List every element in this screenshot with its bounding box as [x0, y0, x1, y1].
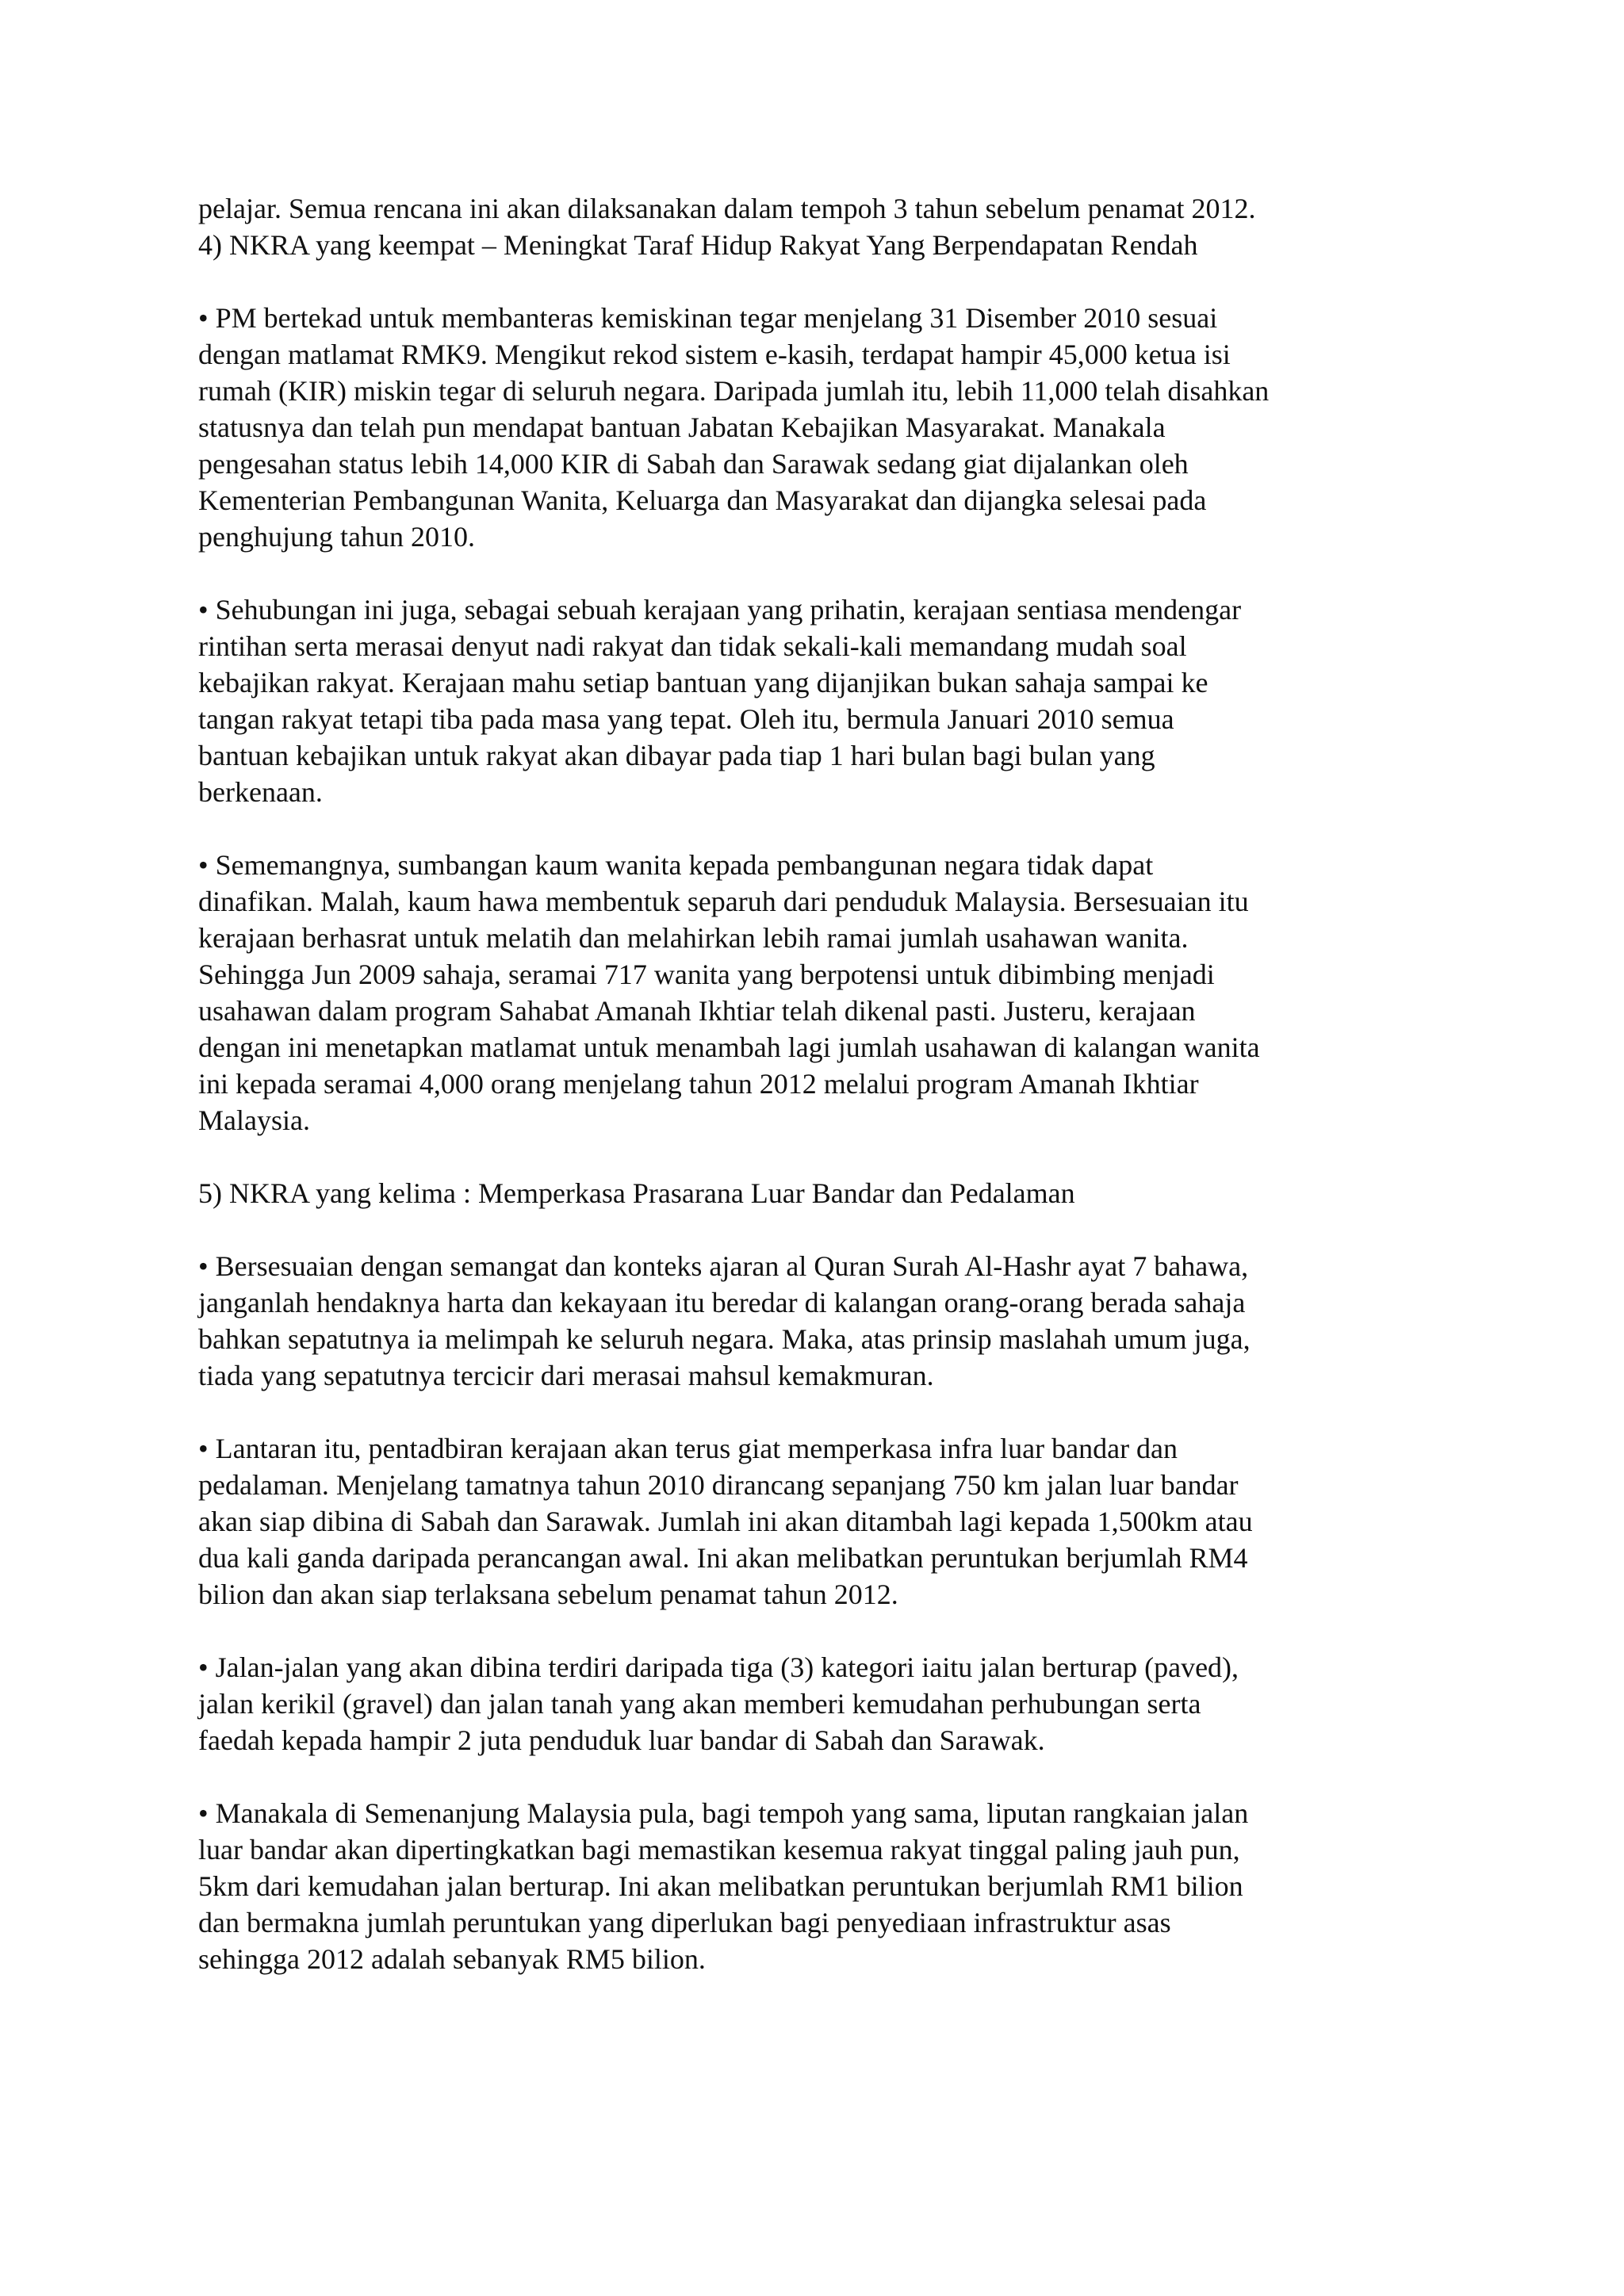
text-line: statusnya dan telah pun mendapat bantuan Jabatan Kebajikan Masyarakat. Manakala [198, 411, 1166, 443]
bullet-paragraph-peninsular [198, 1795, 1451, 1977]
bullet-paragraph-women [198, 847, 1451, 1138]
text-line: bahkan sepatutnya ia melimpah ke seluruh negara. Maka, atas prinsip maslahah umum juga, [198, 1323, 1251, 1355]
text-line: bilion dan akan siap terlaksana sebelum penamat tahun 2012. [198, 1578, 898, 1610]
text-line: rumah (KIR) miskin tegar di seluruh negara. Daripada jumlah itu, lebih 11,000 telah disahkan [198, 375, 1270, 407]
heading-line: 5) NKRA yang kelima : Memperkasa Prasarana Luar Bandar dan Pedalaman [198, 1177, 1075, 1209]
text-line: bantuan kebajikan untuk rakyat akan dibayar pada tiap 1 hari bulan bagi bulan yang [198, 740, 1155, 771]
text-line: kebajikan rakyat. Kerajaan mahu setiap bantuan yang dijanjikan bukan sahaja sampai ke [198, 667, 1208, 698]
text-line: dengan matlamat RMK9. Mengikut rekod sistem e-kasih, terdapat hampir 45,000 ketua isi [198, 339, 1231, 370]
text-line: tangan rakyat tetapi tiba pada masa yang tepat. Oleh itu, bermula Januari 2010 semua [198, 703, 1174, 735]
bullet-paragraph-quran [198, 1248, 1451, 1394]
section-heading-4: 4) NKRA yang keempat – Meningkat Taraf Hidup Rakyat Yang Berpendapatan Rendah [198, 229, 1198, 261]
text-line: penghujung tahun 2010. [198, 521, 475, 553]
text-line: 5km dari kemudahan jalan berturap. Ini akan melibatkan peruntukan berjumlah RM1 bilion [198, 1870, 1243, 1902]
text-line: janganlah hendaknya harta dan kekayaan itu beredar di kalangan orang-orang berada sahaja [198, 1287, 1246, 1318]
text-line: sehingga 2012 adalah sebanyak RM5 bilion. [198, 1943, 706, 1975]
text-line: berkenaan. [198, 776, 323, 808]
text-line: • Manakala di Semenanjung Malaysia pula, bagi tempoh yang sama, liputan rangkaian jalan [198, 1797, 1249, 1829]
text-line: Kementerian Pembangunan Wanita, Keluarga dan Masyarakat dan dijangka selesai pada [198, 484, 1207, 516]
text-line: dinafikan. Malah, kaum hawa membentuk separuh dari penduduk Malaysia. Bersesuaian itu [198, 886, 1249, 917]
text-line: dan bermakna jumlah peruntukan yang diperlukan bagi penyediaan infrastruktur asas [198, 1907, 1171, 1938]
text-line: jalan kerikil (gravel) dan jalan tanah yang akan memberi kemudahan perhubungan serta [198, 1688, 1201, 1720]
text-line: pengesahan status lebih 14,000 KIR di Sabah dan Sarawak sedang giat dijalankan oleh [198, 448, 1189, 480]
text-line: dengan ini menetapkan matlamat untuk menambah lagi jumlah usahawan di kalangan wanita [198, 1031, 1260, 1063]
bullet-paragraph-roads [198, 1649, 1451, 1758]
text-line: tiada yang sepatutnya tercicir dari merasai mahsul kemakmuran. [198, 1360, 934, 1391]
text-line: • PM bertekad untuk membanteras kemiskinan tegar menjelang 31 Disember 2010 sesuai [198, 302, 1218, 334]
text-line: ini kepada seramai 4,000 orang menjelang tahun 2012 melalui program Amanah Ikhtiar [198, 1068, 1199, 1100]
text-line: akan siap dibina di Sabah dan Sarawak. Jumlah ini akan ditambah lagi kepada 1,500km atau [198, 1506, 1253, 1537]
section-heading-5 [198, 1175, 1451, 1211]
bullet-paragraph-infrastructure [198, 1430, 1451, 1613]
text-line: faedah kepada hampir 2 juta penduduk luar bandar di Sabah dan Sarawak. [198, 1724, 1045, 1756]
paragraph-intro [198, 190, 1451, 263]
text-line: Sehingga Jun 2009 sahaja, seramai 717 wanita yang berpotensi untuk dibimbing menjadi [198, 959, 1215, 990]
text-line: pedalaman. Menjelang tamatnya tahun 2010 dirancang sepanjang 750 km jalan luar bandar [198, 1469, 1239, 1501]
document-body [198, 190, 1451, 1977]
text-line: Malaysia. [198, 1104, 310, 1136]
text-line: • Jalan-jalan yang akan dibina terdiri daripada tiga (3) kategori iaitu jalan berturap (paved), [198, 1651, 1239, 1683]
text-line: kerajaan berhasrat untuk melatih dan melahirkan lebih ramai jumlah usahawan wanita. [198, 922, 1189, 954]
text-line: • Sememangnya, sumbangan kaum wanita kepada pembangunan negara tidak dapat [198, 849, 1154, 881]
text-line: pelajar. Semua rencana ini akan dilaksanakan dalam tempoh 3 tahun sebelum penamat 2012. [198, 193, 1256, 224]
bullet-paragraph-poverty [198, 300, 1451, 555]
bullet-paragraph-welfare [198, 591, 1451, 810]
text-line: rintihan serta merasai denyut nadi rakyat dan tidak sekali-kali memandang mudah soal [198, 630, 1187, 662]
text-line: luar bandar akan dipertingkatkan bagi memastikan kesemua rakyat tinggal paling jauh pun, [198, 1834, 1240, 1866]
text-line: • Bersesuaian dengan semangat dan konteks ajaran al Quran Surah Al-Hashr ayat 7 bahawa, [198, 1250, 1249, 1282]
text-line: dua kali ganda daripada perancangan awal. Ini akan melibatkan peruntukan berjumlah RM4 [198, 1542, 1248, 1574]
text-line: • Lantaran itu, pentadbiran kerajaan akan terus giat memperkasa infra luar bandar dan [198, 1433, 1178, 1464]
text-line: usahawan dalam program Sahabat Amanah Ikhtiar telah dikenal pasti. Justeru, kerajaan [198, 995, 1196, 1027]
text-line: • Sehubungan ini juga, sebagai sebuah kerajaan yang prihatin, kerajaan sentiasa mendengar [198, 594, 1242, 626]
